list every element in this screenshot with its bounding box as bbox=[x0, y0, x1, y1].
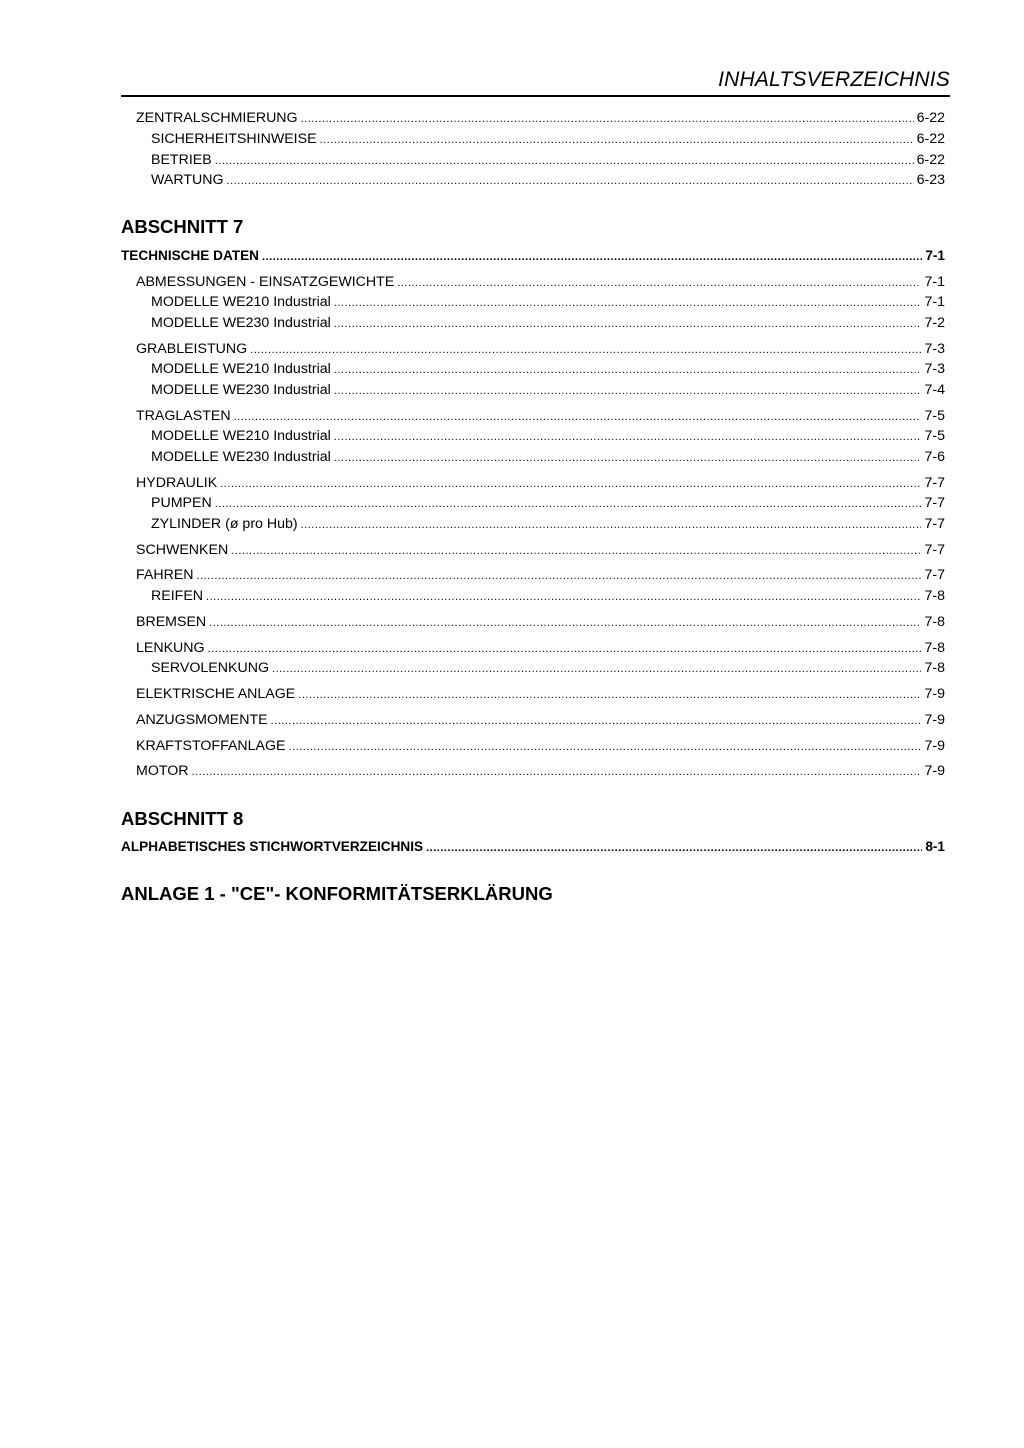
toc-entry-page: 7-3 bbox=[924, 361, 945, 377]
dot-leader bbox=[220, 474, 921, 494]
dot-leader bbox=[301, 109, 914, 129]
toc-entry-zentralschmierung[interactable] bbox=[136, 108, 945, 129]
dot-leader bbox=[231, 541, 921, 561]
toc-entry-page: 7-9 bbox=[924, 738, 945, 754]
dot-leader bbox=[301, 515, 922, 535]
toc-entry-label: ELEKTRISCHE ANLAGE bbox=[136, 686, 296, 702]
dot-leader bbox=[334, 360, 922, 380]
toc-entry-zylinder[interactable] bbox=[151, 514, 945, 535]
toc-entry-lenkung[interactable] bbox=[136, 638, 945, 659]
dot-leader bbox=[272, 659, 921, 679]
dot-leader bbox=[334, 381, 922, 401]
toc-entry-page: 7-1 bbox=[925, 248, 945, 263]
toc-entry-page: 7-6 bbox=[924, 449, 945, 465]
toc-entry-label: SICHERHEITSHINWEISE bbox=[151, 131, 317, 147]
toc-entry-sicherheitshinweise[interactable] bbox=[151, 129, 945, 150]
toc-entry-page: 7-4 bbox=[924, 382, 945, 398]
section-8-heading: ABSCHNITT 8 bbox=[121, 808, 244, 829]
toc-entry-page: 7-8 bbox=[924, 588, 945, 604]
toc-entry-abmessungen[interactable] bbox=[136, 272, 945, 293]
toc-entry-page: 7-7 bbox=[924, 475, 945, 491]
toc-entry-label: MODELLE WE210 Industrial bbox=[151, 361, 331, 377]
dot-leader bbox=[209, 613, 921, 633]
toc-entry-page: 7-2 bbox=[924, 315, 945, 331]
dot-leader bbox=[227, 171, 914, 191]
dot-leader bbox=[334, 448, 922, 468]
toc-entry-page: 8-1 bbox=[925, 839, 945, 854]
toc-entry-page: 6-23 bbox=[916, 172, 945, 188]
toc-entry-wartung[interactable] bbox=[151, 170, 945, 191]
toc-chapter-technische-daten[interactable] bbox=[121, 246, 945, 267]
toc-entry-hydraulik[interactable] bbox=[136, 473, 945, 494]
toc-entry-page: 7-5 bbox=[924, 428, 945, 444]
toc-entry-label: SCHWENKEN bbox=[136, 542, 229, 558]
toc-entry-pumpen[interactable] bbox=[151, 493, 945, 514]
toc-entry-bremsen[interactable] bbox=[136, 612, 945, 633]
page-header bbox=[121, 66, 950, 97]
toc-entry-label: SERVOLENKUNG bbox=[151, 660, 270, 676]
toc-entry-page: 7-7 bbox=[924, 567, 945, 583]
toc-entry-modelle-we210[interactable] bbox=[151, 292, 945, 313]
dot-leader bbox=[298, 685, 921, 705]
toc-entry-page: 7-7 bbox=[924, 495, 945, 511]
toc-chapter-stichwortverzeichnis[interactable] bbox=[121, 837, 945, 858]
dot-leader bbox=[426, 838, 922, 858]
toc-entry-fahren[interactable] bbox=[136, 565, 945, 586]
toc-entry-label: HYDRAULIK bbox=[136, 475, 218, 491]
dot-leader bbox=[334, 293, 922, 313]
toc-entry-label: PUMPEN bbox=[151, 495, 212, 511]
toc-entry-page: 7-8 bbox=[924, 614, 945, 630]
toc-entry-page: 7-7 bbox=[924, 516, 945, 532]
dot-leader bbox=[250, 340, 921, 360]
toc-entry-label: MODELLE WE230 Industrial bbox=[151, 382, 331, 398]
toc-entry-page: 7-1 bbox=[924, 294, 945, 310]
dot-leader bbox=[289, 737, 922, 757]
toc-entry-page: 7-8 bbox=[924, 660, 945, 676]
toc-entry-label: BETRIEB bbox=[151, 152, 212, 168]
toc-entry-modelle-we210[interactable] bbox=[151, 426, 945, 447]
toc-entry-modelle-we230[interactable] bbox=[151, 447, 945, 468]
dot-leader bbox=[271, 711, 922, 731]
dot-leader bbox=[234, 407, 922, 427]
toc-entry-schwenken[interactable] bbox=[136, 540, 945, 561]
toc-entry-page: 7-9 bbox=[924, 763, 945, 779]
toc-entry-label: FAHREN bbox=[136, 567, 194, 583]
toc-entry-label: LENKUNG bbox=[136, 640, 205, 656]
toc-entry-page: 6-22 bbox=[916, 152, 945, 168]
toc-entry-page: 7-3 bbox=[924, 341, 945, 357]
toc-entry-label: BREMSEN bbox=[136, 614, 207, 630]
toc-entry-page: 7-7 bbox=[924, 542, 945, 558]
dot-leader bbox=[215, 151, 914, 171]
toc-entry-label: MOTOR bbox=[136, 763, 189, 779]
toc-entry-traglasten[interactable] bbox=[136, 406, 945, 427]
toc-entry-label: ZENTRALSCHMIERUNG bbox=[136, 110, 298, 126]
page-title: INHALTSVERZEICHNIS bbox=[718, 68, 950, 91]
toc-entry-label: MODELLE WE230 Industrial bbox=[151, 315, 331, 331]
dot-leader bbox=[334, 427, 922, 447]
toc-entry-label: ANZUGSMOMENTE bbox=[136, 712, 268, 728]
toc-entry-elektrische-anlage[interactable] bbox=[136, 684, 945, 705]
toc-entry-page: 7-9 bbox=[924, 686, 945, 702]
dot-leader bbox=[262, 247, 922, 267]
toc-entry-label: REIFEN bbox=[151, 588, 204, 604]
toc-entry-motor[interactable] bbox=[136, 761, 945, 782]
toc-entry-label: MODELLE WE230 Industrial bbox=[151, 449, 331, 465]
toc-entry-modelle-we230[interactable] bbox=[151, 380, 945, 401]
toc-entry-page: 7-5 bbox=[924, 408, 945, 424]
toc-entry-label: MODELLE WE210 Industrial bbox=[151, 428, 331, 444]
toc-entry-label: ALPHABETISCHES STICHWORTVERZEICHNIS bbox=[121, 839, 424, 854]
toc-entry-label: TRAGLASTEN bbox=[136, 408, 231, 424]
dot-leader bbox=[320, 130, 914, 150]
toc-entry-label: ABMESSUNGEN - EINSATZGEWICHTE bbox=[136, 274, 395, 290]
dot-leader bbox=[206, 587, 921, 607]
toc-entry-modelle-we230[interactable] bbox=[151, 313, 945, 334]
toc-entry-label: MODELLE WE210 Industrial bbox=[151, 294, 331, 310]
toc-entry-label: KRAFTSTOFFANLAGE bbox=[136, 738, 286, 754]
dot-leader bbox=[197, 566, 922, 586]
toc-entry-label: TECHNISCHE DATEN bbox=[121, 248, 259, 263]
toc-entry-label: GRABLEISTUNG bbox=[136, 341, 248, 357]
toc-entry-reifen[interactable] bbox=[151, 586, 945, 607]
toc-entry-page: 6-22 bbox=[916, 131, 945, 147]
toc-entry-kraftstoffanlage[interactable] bbox=[136, 736, 945, 757]
dot-leader bbox=[334, 314, 922, 334]
dot-leader bbox=[208, 639, 922, 659]
toc-entry-modelle-we210[interactable] bbox=[151, 359, 945, 380]
toc-entry-page: 7-8 bbox=[924, 640, 945, 656]
toc-entry-servolenkung[interactable] bbox=[151, 658, 945, 679]
dot-leader bbox=[397, 273, 921, 293]
section-7-heading: ABSCHNITT 7 bbox=[121, 216, 244, 237]
toc-entry-label: WARTUNG bbox=[151, 172, 224, 188]
toc-entry-anzugsmomente[interactable] bbox=[136, 710, 945, 731]
toc-entry-grableistung[interactable] bbox=[136, 339, 945, 360]
dot-leader bbox=[192, 762, 922, 782]
dot-leader bbox=[215, 494, 922, 514]
toc-entry-page: 7-9 bbox=[924, 712, 945, 728]
toc-entry-betrieb[interactable] bbox=[151, 150, 945, 171]
toc-entry-page: 7-1 bbox=[924, 274, 945, 290]
toc-entry-page: 6-22 bbox=[916, 110, 945, 126]
toc-entry-label: ZYLINDER (ø pro Hub) bbox=[151, 516, 298, 532]
annex-heading[interactable]: ANLAGE 1 - "CE"- KONFORMITÄTSERKLÄRUNG bbox=[121, 883, 553, 904]
